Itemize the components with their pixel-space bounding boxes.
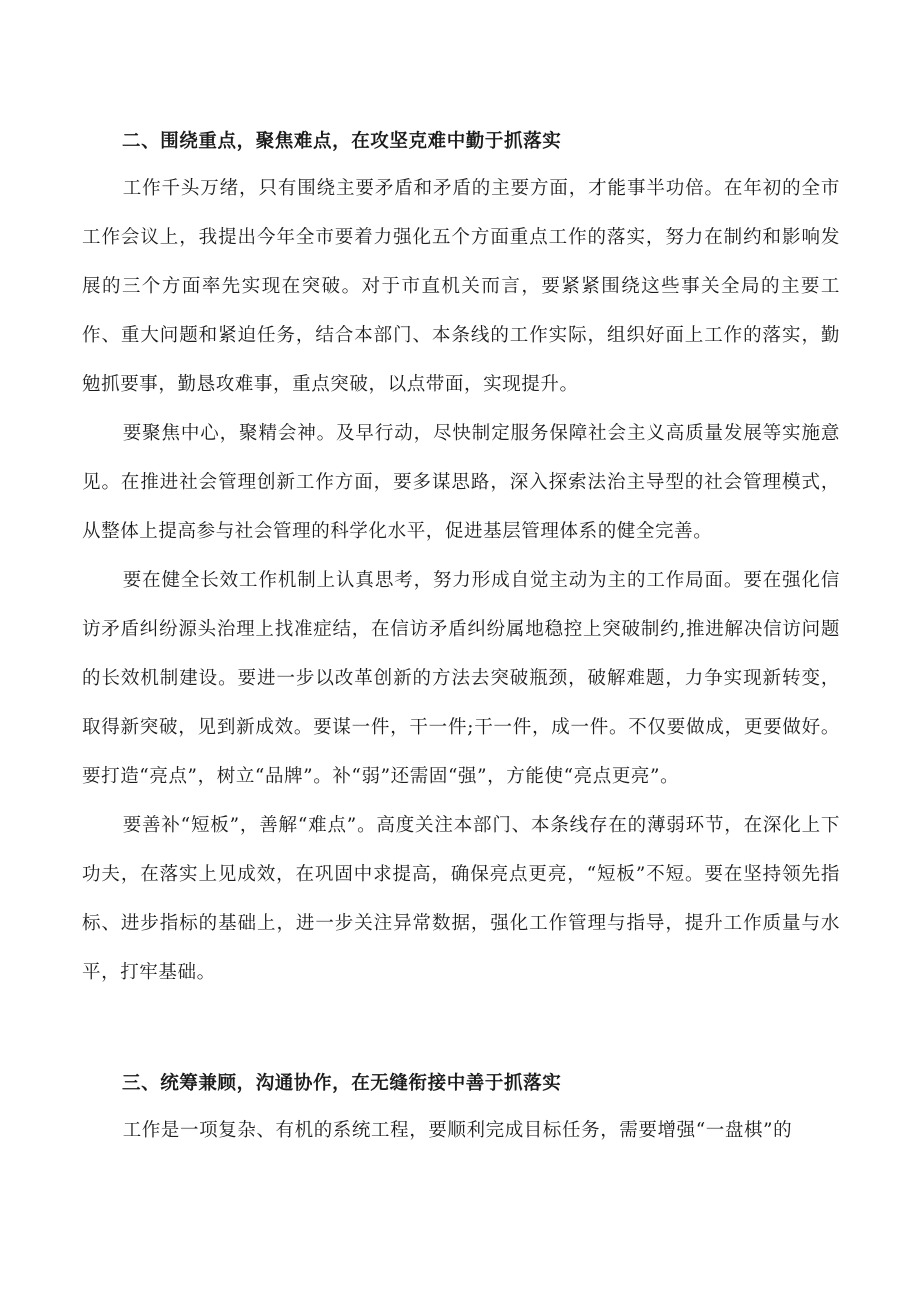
section-heading-3: 三、统筹兼顾，沟通协作，在无缝衔接中善于抓落实 [122,1073,562,1094]
section-heading-2: 二、围绕重点，聚焦难点，在攻坚克难中勤于抓落实 [122,131,562,152]
paragraph: 要聚焦中心，聚精会神。及早行动，尽快制定服务保障社会主义高质量发展等实施意见。在推进社会管理创新工作方面，要多谋思路，深入探索法治主导型的社会管理模式，从整体上提高参与社会管理的科学化水平，促进基层管理体系的健全完善。 [82,423,840,542]
section-3-body [82,1106,840,1155]
section-2-body [82,164,840,997]
paragraph: 要善补“短板”，善解“难点”。高度关注本部门、本条线存在的薄弱环节，在深化上下功夫，在落实上见成效，在巩固中求提高，确保亮点更亮，“短板”不短。要在坚持领先指标、进步指标的基础上，进一步关注异常数据，强化工作管理与指导，提升工作质量与水平，打牢基础。 [82,815,840,983]
paragraph: 工作是一项复杂、有机的系统工程，要顺利完成目标任务，需要增强“一盘棋”的 [122,1120,793,1141]
paragraph: 工作千头万绪，只有围绕主要矛盾和矛盾的主要方面，才能事半功倍。在年初的全市工作会议上，我提出今年全市要着力强化五个方面重点工作的落实，努力在制约和影响发展的三个方面率先实现在突破。对于市直机关而言，要紧紧围绕这些事关全局的主要工作、重大问题和紧迫任务，结合本部门、本条线的工作实际，组织好面上工作的落实，勤勉抓要事，勤恳攻难事，重点突破，以点带面，实现提升。 [82,178,840,395]
paragraph: 要在健全长效工作机制上认真思考，努力形成自觉主动为主的工作局面。要在强化信访矛盾纠纷源头治理上找准症结，在信访矛盾纠纷属地稳控上突破制约,推进解决信访问题的长效机制建设。要进一步以改革创新的方法去突破瓶颈，破解难题，力争实现新转变，取得新突破，见到新成效。要谋一件，干一件;干一件，成一件。不仅要做成，更要做好。要打造“亮点”，树立“品牌”。补“弱”还需固“强”，方能使“亮点更亮”。 [82,570,840,787]
